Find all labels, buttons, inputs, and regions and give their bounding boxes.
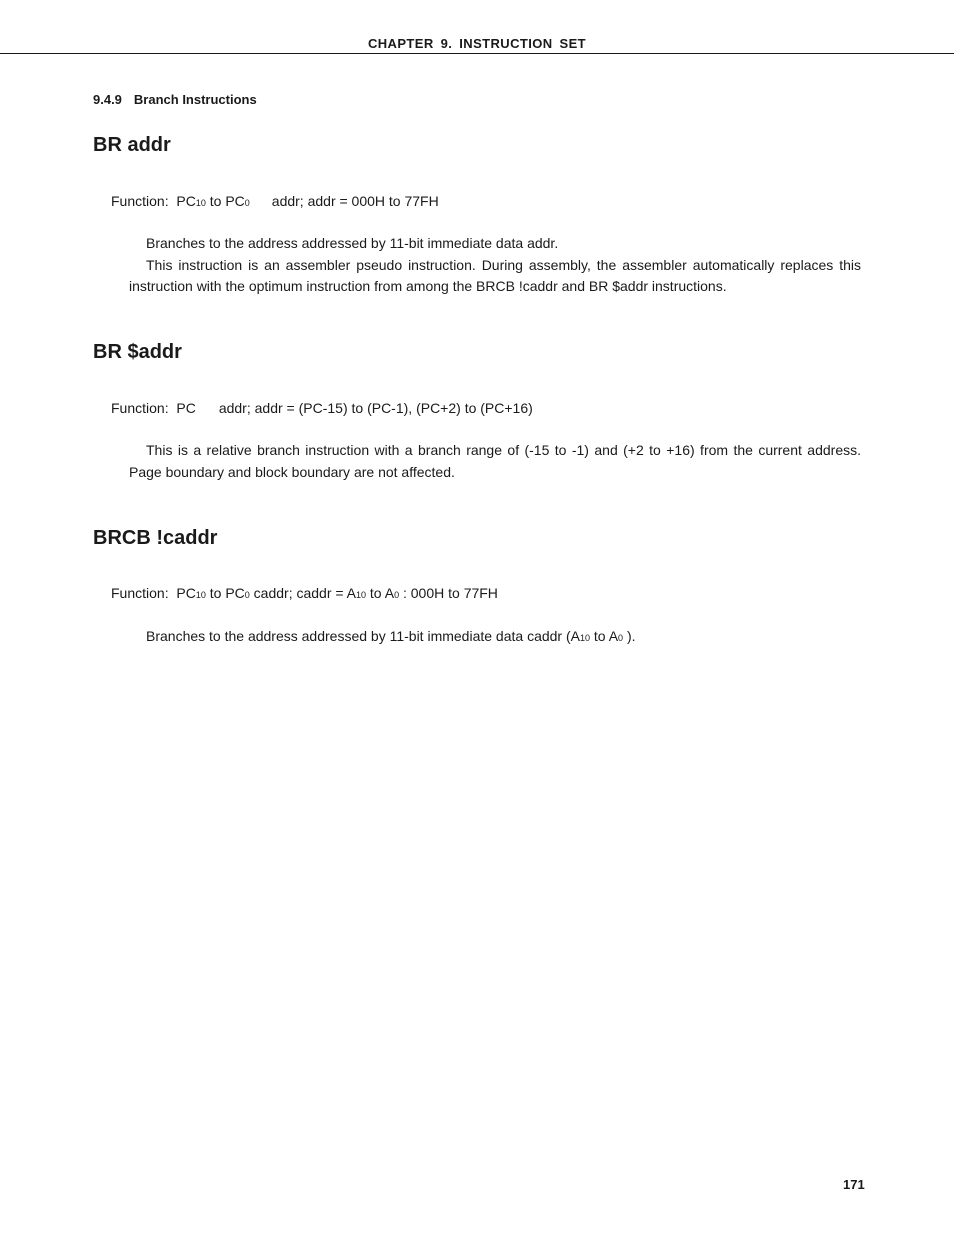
paragraph: This instruction is an assembler pseudo instruction. During assembly, the assembler automatically replaces this instruction with the optimum instruction from among the BRCB !caddr and BR $addr instructions. <box>129 256 861 294</box>
function-line-brcb-caddr: Function: PC10 to PC0 caddr; caddr = A10 to A0 : 000H to 77FH <box>111 585 498 601</box>
running-header: CHAPTER 9. INSTRUCTION SET <box>367 36 587 51</box>
description-br-addr <box>129 233 861 298</box>
function-line-br-rel-addr: Function: PC addr; addr = (PC-15) to (PC-1), (PC+2) to (PC+16) <box>111 400 533 416</box>
function-label: Function: <box>111 400 169 416</box>
instruction-title-brcb-caddr: BRCB !caddr <box>93 527 218 549</box>
function-label: Function: <box>111 585 169 601</box>
paragraph: This is a relative branch instruction with a branch range of (-15 to -1) and (+2 to +16) from the current address. Page boundary and block boundary are not affected. <box>129 442 861 480</box>
function-line-br-addr: Function: PC10 to PC0 addr; addr = 000H to 77FH <box>111 193 439 209</box>
page-number: 171 <box>843 1177 865 1192</box>
paragraph: Branches to the address addressed by 11-bit immediate data addr. <box>146 235 559 251</box>
description-brcb-caddr <box>129 626 861 650</box>
instruction-title-br-addr: BR addr <box>93 134 171 156</box>
paragraph: Branches to the address addressed by 11-bit immediate data caddr (A10 to A0 ). <box>146 628 636 644</box>
header-rule <box>0 53 954 54</box>
instruction-title-br-rel-addr: BR $addr <box>93 341 182 363</box>
section-title: Branch Instructions <box>133 92 257 107</box>
description-br-rel-addr <box>129 440 861 483</box>
section-heading <box>93 92 257 107</box>
function-label: Function: <box>111 193 169 209</box>
section-number: 9.4.9 <box>93 92 122 107</box>
